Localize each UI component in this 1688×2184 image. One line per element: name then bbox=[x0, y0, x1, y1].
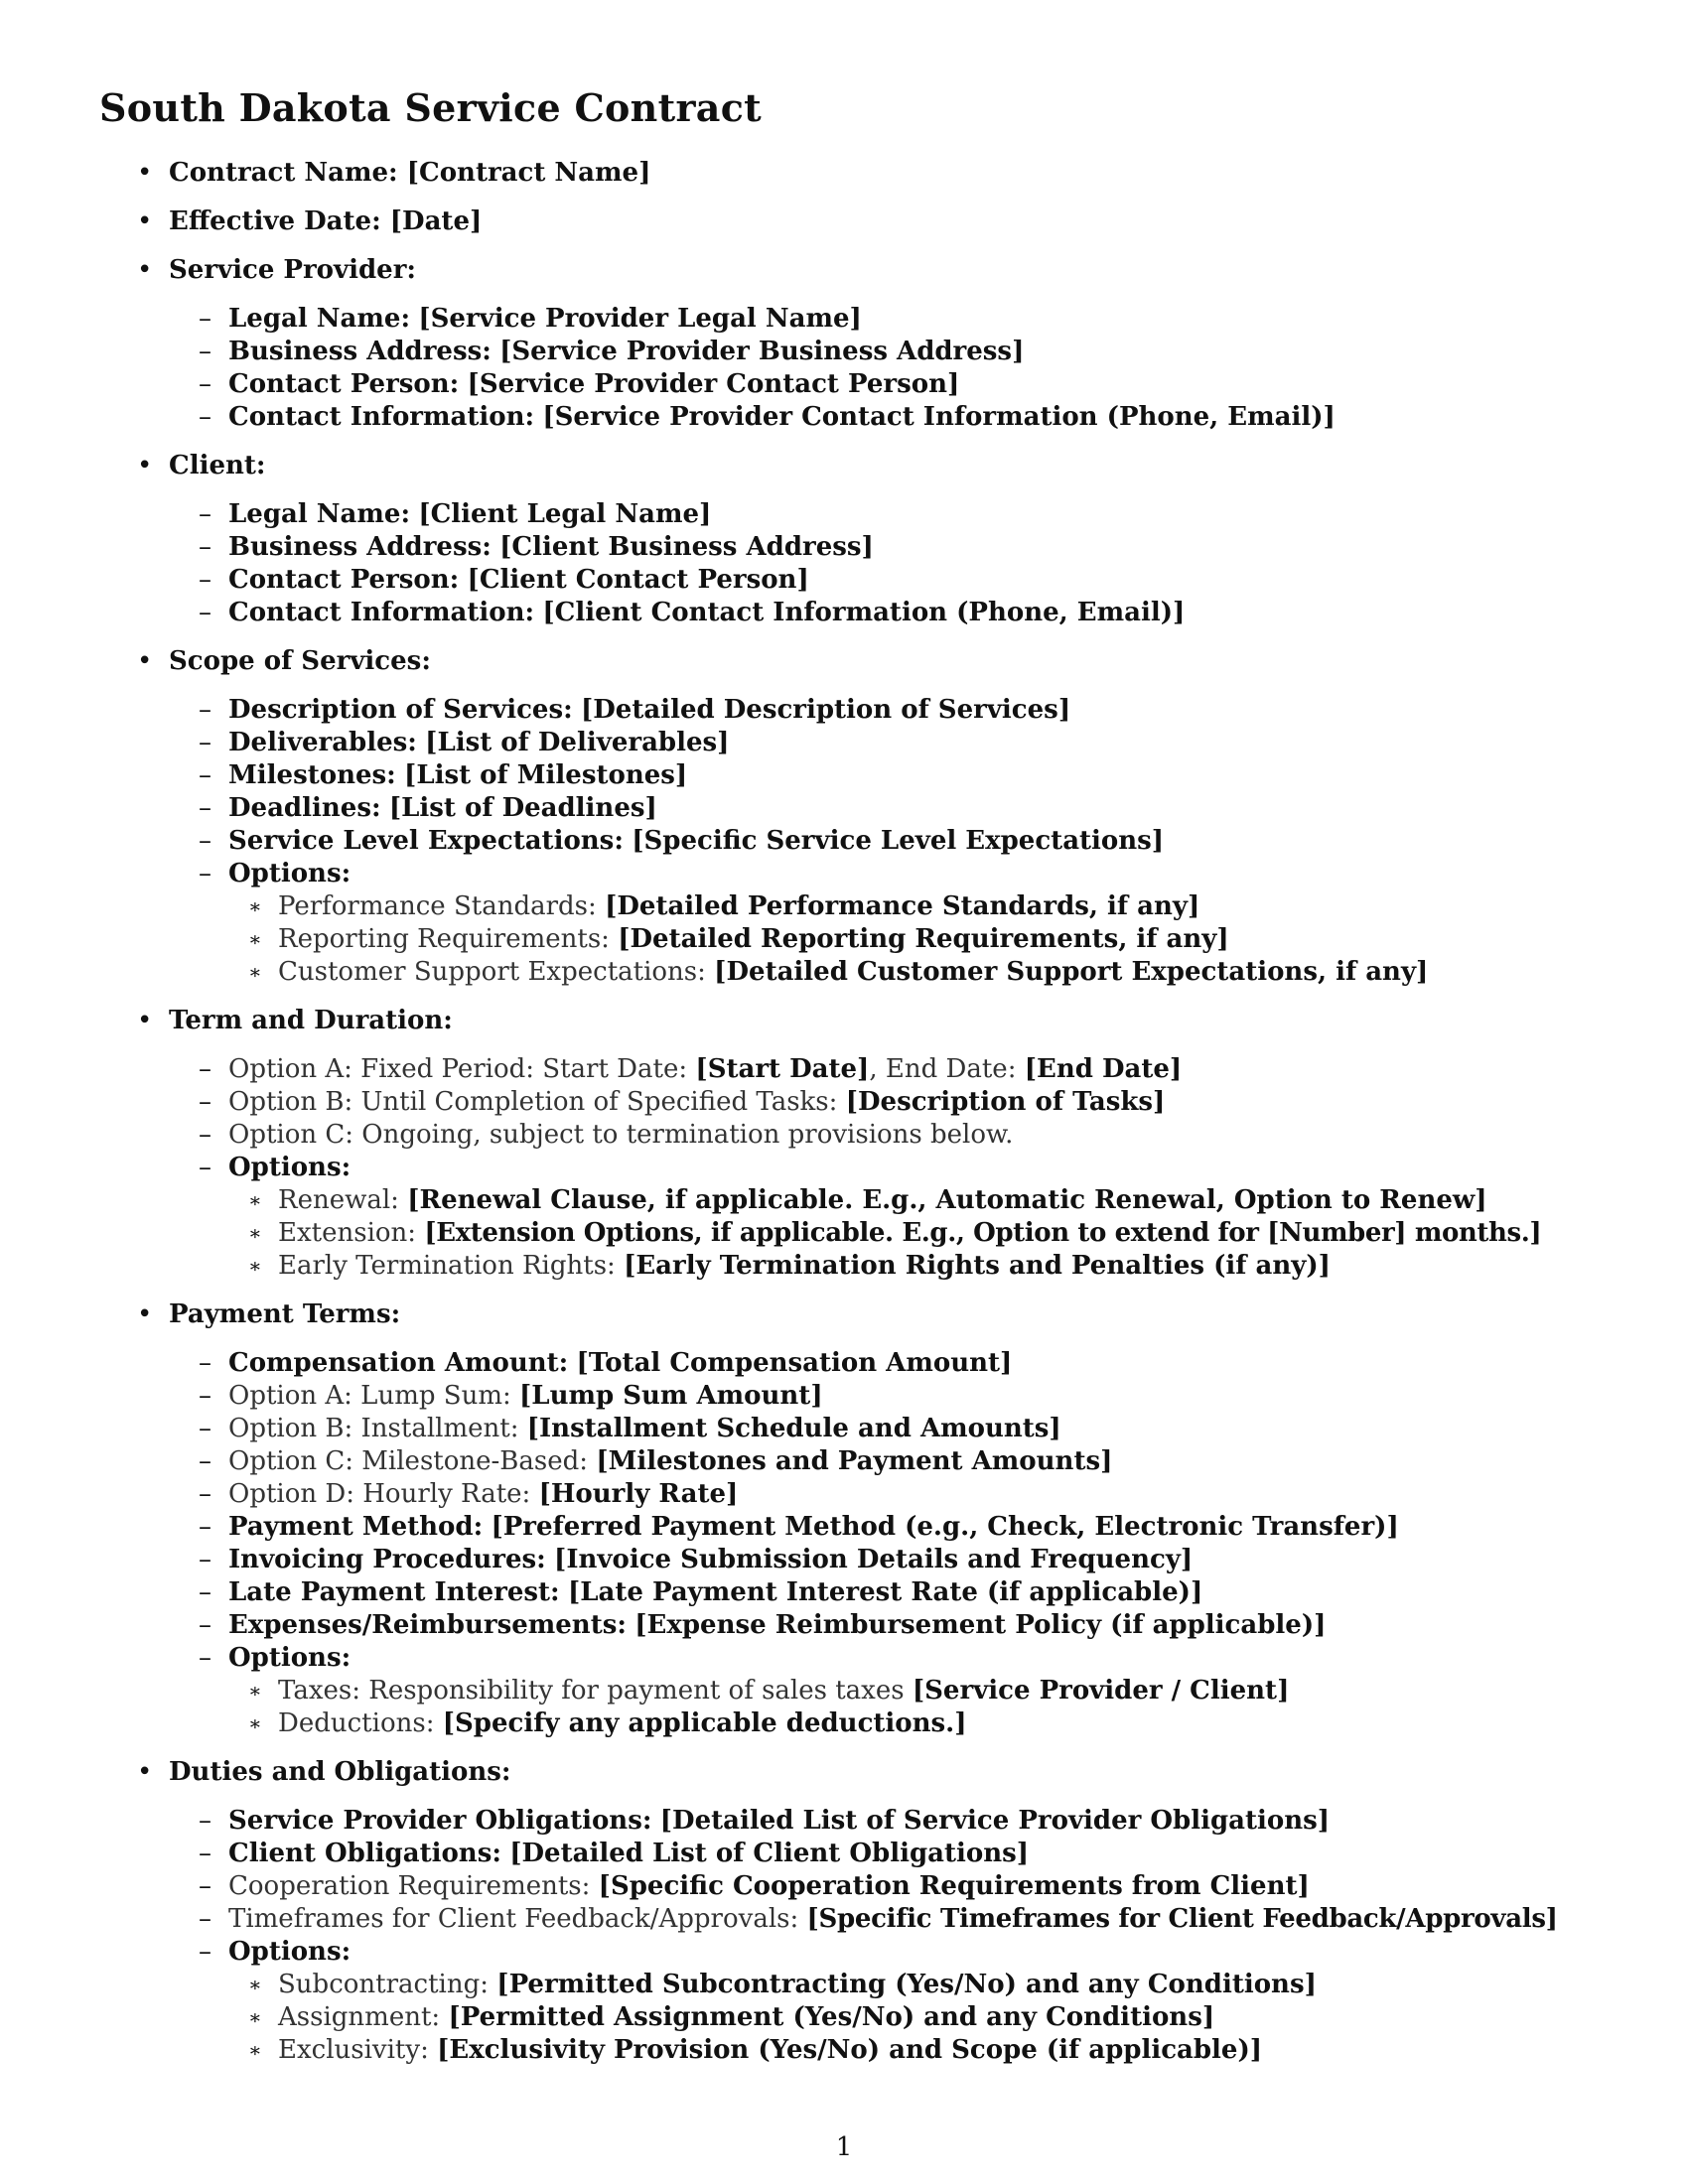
list-item: – Business Address: [Service Provider Business Address] bbox=[199, 337, 1025, 366]
field-value: [Date] bbox=[389, 206, 483, 236]
list-item: – Contact Information: [Client Contact Information (Phone, Email)] bbox=[199, 598, 1186, 627]
section-service-provider bbox=[99, 254, 1648, 303]
bullet-icon: • bbox=[137, 451, 153, 480]
field-label: Contract Name: bbox=[169, 158, 398, 188]
list-item: – Contact Person: [Client Contact Person] bbox=[199, 565, 809, 595]
options-heading: – Options: bbox=[199, 1153, 352, 1182]
list-item: – Option B: Until Completion of Specified Tasks: [Description of Tasks] bbox=[199, 1087, 1166, 1117]
list-item: – Option A: Fixed Period: Start Date: [Start Date], End Date: [End Date] bbox=[199, 1054, 1183, 1084]
bullet-icon: • bbox=[137, 1299, 153, 1329]
section-term-and-duration bbox=[99, 1005, 1648, 1053]
list-item: – Option C: Ongoing, subject to termination provisions below. bbox=[199, 1120, 1014, 1150]
option-item: ∗ Reporting Requirements: [Detailed Reporting Requirements, if any] bbox=[248, 924, 1229, 954]
section-client bbox=[99, 450, 1648, 498]
list-item: – Cooperation Requirements: [Specific Cooperation Requirements from Client] bbox=[199, 1871, 1310, 1901]
bullet-icon: • bbox=[137, 206, 153, 236]
section-heading: Scope of Services: bbox=[169, 646, 431, 676]
list-item: – Client Obligations: [Detailed List of Client Obligations] bbox=[199, 1839, 1030, 1868]
list-item: – Business Address: [Client Business Address] bbox=[199, 532, 874, 562]
section-heading: Term and Duration: bbox=[169, 1006, 453, 1035]
list-item: – Option D: Hourly Rate: [Hourly Rate] bbox=[199, 1479, 739, 1509]
section-heading: Duties and Obligations: bbox=[169, 1757, 511, 1787]
list-item: – Option A: Lump Sum: [Lump Sum Amount] bbox=[199, 1381, 823, 1411]
bullet-icon: • bbox=[137, 255, 153, 285]
list-item: – Contact Information: [Service Provider Contact Information (Phone, Email)] bbox=[199, 402, 1336, 432]
section-effective-date bbox=[99, 205, 1648, 254]
list-item: – Option C: Milestone-Based: [Milestones and Payment Amounts] bbox=[199, 1446, 1113, 1476]
list-item: – Option B: Installment: [Installment Schedule and Amounts] bbox=[199, 1414, 1061, 1443]
page-number: 1 bbox=[835, 2132, 853, 2162]
list-item: – Invoicing Procedures: [Invoice Submission Details and Frequency] bbox=[199, 1545, 1194, 1574]
bullet-icon: • bbox=[137, 1757, 153, 1787]
list-item: – Late Payment Interest: [Late Payment Interest Rate (if applicable)] bbox=[199, 1577, 1203, 1607]
option-item: ∗ Extension: [Extension Options, if applicable. E.g., Option to extend for [Number] months.] bbox=[248, 1218, 1542, 1248]
option-item: ∗ Subcontracting: [Permitted Subcontracting (Yes/No) and any Conditions] bbox=[248, 1970, 1317, 1999]
options-heading: – Options: bbox=[199, 1643, 352, 1673]
option-item: ∗ Performance Standards: [Detailed Performance Standards, if any] bbox=[248, 891, 1200, 921]
list-item: – Contact Person: [Service Provider Contact Person] bbox=[199, 369, 960, 399]
contract-outline bbox=[99, 157, 1648, 2067]
section-payment-terms bbox=[99, 1298, 1648, 1347]
bullet-icon: • bbox=[137, 158, 153, 188]
list-item: – Service Provider Obligations: [Detailed List of Service Provider Obligations] bbox=[199, 1806, 1331, 1836]
list-item: – Deadlines: [List of Deadlines] bbox=[199, 793, 657, 823]
list-item: – Deliverables: [List of Deliverables] bbox=[199, 728, 730, 757]
list-item: – Milestones: [List of Milestones] bbox=[199, 760, 688, 790]
section-contract-name bbox=[99, 157, 1648, 205]
option-item: ∗ Assignment: [Permitted Assignment (Yes/No) and any Conditions] bbox=[248, 2002, 1215, 2032]
list-item: – Expenses/Reimbursements: [Expense Reimbursement Policy (if applicable)] bbox=[199, 1610, 1327, 1640]
option-item: ∗ Deductions: [Specify any applicable deductions.] bbox=[248, 1708, 967, 1738]
section-duties-and-obligations bbox=[99, 1756, 1648, 1805]
bullet-icon: • bbox=[137, 1006, 153, 1035]
list-item: – Service Level Expectations: [Specific Service Level Expectations] bbox=[199, 826, 1165, 856]
field-value: [Contract Name] bbox=[406, 158, 651, 188]
options-heading: – Options: bbox=[199, 859, 352, 888]
option-item: ∗ Customer Support Expectations: [Detailed Customer Support Expectations, if any] bbox=[248, 957, 1429, 987]
option-item: ∗ Early Termination Rights: [Early Termination Rights and Penalties (if any)] bbox=[248, 1251, 1331, 1281]
option-item: ∗ Exclusivity: [Exclusivity Provision (Yes/No) and Scope (if applicable)] bbox=[248, 2035, 1263, 2065]
section-scope-of-services bbox=[99, 645, 1648, 694]
option-item: ∗ Renewal: [Renewal Clause, if applicable. E.g., Automatic Renewal, Option to Renew] bbox=[248, 1185, 1487, 1215]
options-heading: – Options: bbox=[199, 1937, 352, 1967]
list-item: – Description of Services: [Detailed Description of Services] bbox=[199, 695, 1071, 725]
list-item: – Legal Name: [Client Legal Name] bbox=[199, 499, 712, 529]
list-item: – Payment Method: [Preferred Payment Method (e.g., Check, Electronic Transfer)] bbox=[199, 1512, 1399, 1542]
option-item: ∗ Taxes: Responsibility for payment of sales taxes [Service Provider / Client] bbox=[248, 1676, 1290, 1706]
list-item: – Timeframes for Client Feedback/Approvals: [Specific Timeframes for Client Feedback/Approvals] bbox=[199, 1904, 1558, 1934]
bullet-icon: • bbox=[137, 646, 153, 676]
list-item: – Compensation Amount: [Total Compensation Amount] bbox=[199, 1348, 1013, 1378]
field-label: Effective Date: bbox=[169, 206, 381, 236]
section-heading: Client: bbox=[169, 451, 266, 480]
list-item: – Legal Name: [Service Provider Legal Name] bbox=[199, 304, 862, 334]
document-title: South Dakota Service Contract bbox=[99, 85, 762, 130]
section-heading: Payment Terms: bbox=[169, 1299, 401, 1329]
section-heading: Service Provider: bbox=[169, 255, 417, 285]
